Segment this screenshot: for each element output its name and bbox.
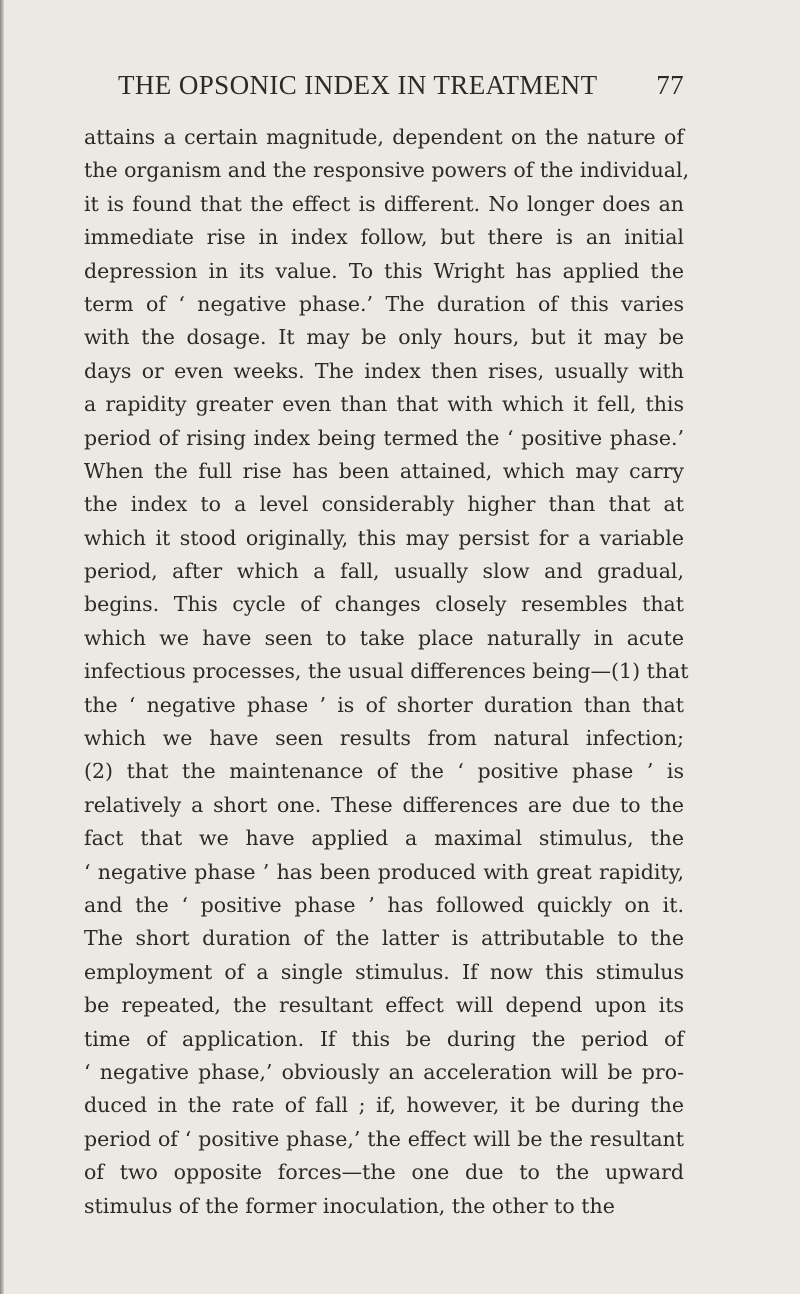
page-number: 77 [656, 70, 684, 100]
text-line: be repeated, the resultant effect will depend upon its [84, 993, 684, 1018]
page-edge [0, 0, 4, 1294]
text-line: with the dosage. It may be only hours, but it may be [84, 325, 684, 350]
running-head-title: THE OPSONIC INDEX IN TREATMENT [118, 70, 598, 100]
text-line: (2) that the maintenance of the ‘ positive phase ’ is [84, 759, 684, 784]
text-line: the ‘ negative phase ’ is of shorter duration than that [84, 692, 684, 717]
text-line: stimulus of the former inoculation, the other to the [84, 1193, 615, 1218]
text-line: infectious processes, the usual differences being—(1) that [84, 659, 689, 684]
text-line: immediate rise in index follow, but there is an initial [84, 225, 684, 250]
text-line: fact that we have applied a maximal stimulus, the [84, 826, 684, 851]
body-paragraph [84, 121, 690, 1223]
text-line: attains a certain magnitude, dependent on the nature of [84, 125, 684, 149]
text-line: of two opposite forces—the one due to the upward [84, 1160, 684, 1185]
text-line: relatively a short one. These differences are due to the [84, 792, 684, 817]
text-line: The short duration of the latter is attributable to the [84, 926, 684, 951]
text-line: and the ‘ positive phase ’ has followed quickly on it. [84, 892, 684, 917]
text-line: ‘ negative phase ’ has been produced with great rapidity, [84, 859, 684, 884]
text-line: it is found that the effect is different. No longer does an [84, 191, 684, 216]
text-line: duced in the rate of fall ; if, however, it be during the [84, 1093, 684, 1118]
text-line: term of ‘ negative phase.’ The duration of this varies [84, 291, 684, 316]
text-line: period of ‘ positive phase,’ the effect will be the resultant [84, 1126, 684, 1151]
text-line: When the full rise has been attained, which may carry [84, 458, 684, 483]
text-line: employment of a single stimulus. If now this stimulus [84, 959, 684, 984]
text-line: a rapidity greater even than that with which it fell, this [84, 392, 684, 417]
running-head [118, 70, 684, 110]
text-line: days or even weeks. The index then rises, usually with [84, 358, 684, 383]
text-line: the organism and the responsive powers of the individual, [84, 158, 690, 183]
text-line: which it stood originally, this may persist for a variable [84, 525, 684, 550]
text-line: time of application. If this be during the period of [84, 1026, 684, 1051]
text-line: ‘ negative phase,’ obviously an acceleration will be pro- [84, 1059, 684, 1084]
text-line: depression in its value. To this Wright has applied the [84, 258, 684, 283]
text-line: period, after which a fall, usually slow and gradual, [84, 559, 684, 584]
text-line: which we have seen results from natural infection; [84, 726, 684, 751]
text-line: period of rising index being termed the ‘ positive phase.’ [84, 425, 684, 450]
text-line: which we have seen to take place naturally in acute [84, 625, 684, 650]
text-line: begins. This cycle of changes closely resembles that [84, 592, 684, 617]
text-line: the index to a level considerably higher than that at [84, 492, 684, 517]
